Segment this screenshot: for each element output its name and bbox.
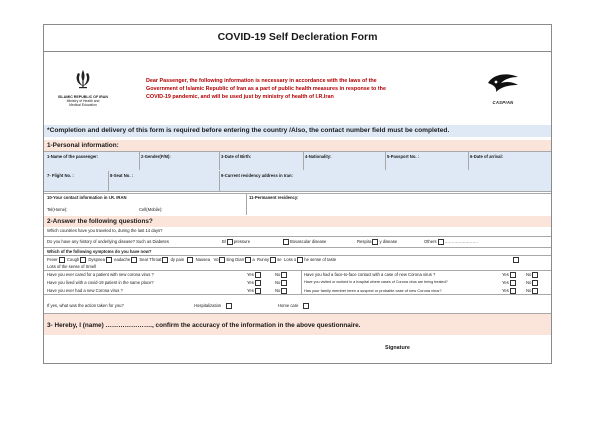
yes-checkbox[interactable] — [255, 280, 261, 286]
yes-label: Yes — [502, 272, 509, 278]
symptom-diarrhea-a: Diarr — [235, 257, 245, 263]
birth-date-label: 3-Date of Birth: — [221, 154, 252, 159]
ministry-name-1: Ministry of Health and — [66, 99, 100, 104]
tel-home-label: Tel(Home): — [47, 207, 68, 212]
yes-checkbox[interactable] — [255, 288, 261, 294]
signature-label: Signature — [385, 345, 410, 351]
notice-bar — [44, 125, 551, 137]
question-face-contact: Have you had a face-to-face contact with a case of new Corona virus ? — [304, 272, 436, 277]
symptom-cough: Cough — [66, 257, 80, 263]
symptoms-question: Which of the following symptoms do you have now? — [47, 249, 152, 254]
symptom-vomit-b: iting — [226, 257, 235, 263]
yes-checkbox[interactable] — [255, 272, 261, 278]
cell-divider — [385, 151, 386, 170]
hospitalization-checkbox[interactable] — [226, 303, 232, 309]
disease-cv-option — [282, 239, 326, 245]
respiratory-checkbox[interactable] — [372, 239, 378, 245]
airline-bird-icon — [485, 71, 521, 95]
contact-label: 10-Your contact information in I.R. IRAN — [47, 195, 127, 200]
nationality-label: 4-Nationality: — [305, 154, 332, 159]
others-checkbox[interactable] — [438, 239, 444, 245]
yes-option — [502, 272, 517, 278]
airline-logo — [481, 71, 525, 105]
message-line: COVID-19 pandemic, and will be used just by ministry of health of I.R.Iran — [146, 93, 334, 100]
no-label: No — [275, 280, 281, 286]
yes-checkbox[interactable] — [510, 288, 516, 294]
countries-question: Which countries have you traveled to, during the last 14 days? — [47, 228, 163, 233]
yes-option — [247, 272, 262, 278]
no-label: No — [526, 272, 532, 278]
symptom-smell: Loss of the sense of Smell — [47, 264, 97, 269]
flight-label: 7- Flight No. : — [47, 173, 74, 178]
yes-option — [502, 280, 517, 286]
question-lived: Have you lived with a covid-19 patient in the same place? — [47, 280, 154, 285]
no-checkbox[interactable] — [532, 280, 538, 286]
no-label: No — [275, 272, 281, 278]
resp-label-b: y disease — [379, 239, 398, 245]
cell-divider — [468, 151, 469, 170]
ministry-name-2: Medical Education — [69, 103, 97, 108]
fever-checkbox[interactable] — [59, 257, 65, 263]
symptom-body-pain: dy pain — [170, 257, 185, 263]
yes-option — [247, 280, 262, 286]
resp-label-a: Respira — [357, 239, 372, 245]
others-label: Others — [424, 239, 437, 245]
cell-divider — [139, 151, 140, 170]
yes-label: Yes — [247, 288, 254, 294]
airline-label: CASPIAN — [492, 100, 514, 105]
no-option — [526, 272, 539, 278]
section-questions-title: 2-Answer the following questions? — [47, 218, 153, 225]
no-checkbox[interactable] — [532, 288, 538, 294]
symptom-vomit-a: Vo — [213, 257, 219, 263]
no-checkbox[interactable] — [281, 280, 287, 286]
disease-question: Do you have any history of underlying disease? Such as Diabetes — [47, 239, 169, 244]
headache-checkbox[interactable] — [106, 257, 112, 263]
notice-text: *Completion and delivery of this form is required before entering the country /Also, the contact number field must be completed. — [47, 127, 450, 134]
symptom-dyspnea: Dyspnea — [88, 257, 105, 263]
symptom-headache: eadache — [114, 257, 131, 263]
passport-label: 5-Passport No. : — [387, 154, 420, 159]
symptom-taste-a: Loss o — [283, 257, 297, 263]
home-care-label: Home care — [278, 303, 299, 309]
symptom-runny-b: se — [277, 257, 282, 263]
symptom-fever: Fever — [47, 257, 58, 263]
smell-extra-checkbox[interactable] — [513, 257, 519, 263]
seat-label: 8-Seat No. : — [110, 173, 134, 178]
question-had: Have you ever had a new Corona virus ? — [47, 288, 123, 293]
cell-divider — [219, 171, 220, 191]
disease-bp-option — [222, 239, 250, 245]
ministry-block — [48, 69, 118, 107]
passenger-message — [146, 78, 436, 101]
bp-label-a: Bl — [222, 239, 226, 245]
no-label: No — [526, 288, 532, 294]
body-pain-checkbox[interactable] — [162, 257, 168, 263]
blood-pressure-checkbox[interactable] — [227, 239, 233, 245]
cell-divider — [219, 151, 220, 170]
symptom-runny-a: Runny — [257, 257, 270, 263]
no-option — [526, 280, 539, 286]
section-personal-header — [44, 140, 551, 151]
ministry-country: ISLAMIC REPUBLIC OF IRAN — [58, 95, 108, 99]
section-questions-header — [44, 216, 551, 227]
message-line: Government of Islamic Republic of Iran as a part of public health measures in response to the — [146, 85, 386, 92]
confirmation-statement: 3- Hereby, I (name) …………………., confirm the accuracy of the information in the above questionnaire. — [47, 322, 361, 329]
yes-label: Yes — [247, 280, 254, 286]
gender-label: 2-Gender(F/M): — [141, 154, 171, 159]
no-label: No — [526, 280, 532, 286]
yes-checkbox[interactable] — [510, 280, 516, 286]
section-personal-title: 1-Personal information: — [47, 142, 119, 149]
cell-divider — [246, 193, 247, 215]
others-dots: …………………… — [444, 239, 479, 245]
no-checkbox[interactable] — [281, 272, 287, 278]
symptom-throat: Sear Throat — [139, 257, 162, 263]
throat-checkbox[interactable] — [131, 257, 137, 263]
symptom-nausea: Nausea — [195, 257, 211, 263]
cell-divider — [303, 151, 304, 170]
yes-checkbox[interactable] — [510, 272, 516, 278]
disease-others-option — [424, 239, 478, 245]
permanent-residency-label: 11-Permanent residency: — [249, 195, 299, 200]
diarrhea-checkbox[interactable] — [245, 257, 251, 263]
symptom-taste-b: he sense of taste — [304, 257, 337, 263]
vomiting-checkbox[interactable] — [219, 257, 225, 263]
no-option — [275, 272, 288, 278]
runny-nose-checkbox[interactable] — [270, 257, 276, 263]
yes-label: Yes — [502, 288, 509, 294]
yes-option — [247, 288, 262, 294]
hospitalization-option — [194, 303, 233, 309]
cardiovascular-checkbox[interactable] — [283, 239, 289, 245]
cough-checkbox[interactable] — [80, 257, 86, 263]
no-option — [526, 288, 539, 294]
cell-divider — [108, 171, 109, 191]
yes-label: Yes — [247, 272, 254, 278]
no-label: No — [275, 288, 281, 294]
action-question: If yes, what was the action taken for you? — [47, 303, 124, 308]
cell-mobile-label: Cell(Mobile): — [139, 207, 163, 212]
title-divider — [44, 51, 551, 52]
bp-label-b: pressure — [233, 239, 251, 245]
nausea-checkbox[interactable] — [187, 257, 193, 263]
form-title: COVID-19 Self Decleration Form — [217, 31, 378, 43]
message-line: Dear Passenger, the following information is necessary in accordance with the laws of the — [146, 78, 377, 84]
block-divider — [301, 270, 302, 294]
taste-checkbox[interactable] — [297, 257, 303, 263]
question-hospital-visit: Have you visited or worked in a hospital where cases of Corona virus are being treated? — [304, 280, 448, 284]
hospitalization-label: Hospitalization — [194, 303, 222, 309]
symptom-diarrhea-b: a — [252, 257, 255, 263]
home-care-checkbox[interactable] — [303, 303, 309, 309]
declaration-form — [43, 24, 552, 364]
arrival-date-label: 6-Date of arrival: — [470, 154, 504, 159]
no-checkbox[interactable] — [281, 288, 287, 294]
yes-label: Yes — [502, 280, 509, 286]
no-option — [275, 280, 288, 286]
yes-option — [502, 288, 517, 294]
iran-emblem-icon — [74, 69, 92, 89]
home-care-option — [278, 303, 310, 309]
no-option — [275, 288, 288, 294]
passenger-name-label: 1-Name of the passenger: — [47, 154, 99, 159]
disease-resp-option — [357, 239, 397, 245]
cv-label: Bovascular disease — [290, 239, 327, 245]
address-label: 9-Current residency address in Iran: — [221, 173, 293, 178]
question-cared: Have you ever cared for a patient with new corona virus ? — [47, 272, 154, 277]
question-family-member: Has your family member been a suspect or probable case of new Corona virus? — [304, 288, 442, 293]
symptom-list — [47, 257, 336, 263]
no-checkbox[interactable] — [532, 272, 538, 278]
